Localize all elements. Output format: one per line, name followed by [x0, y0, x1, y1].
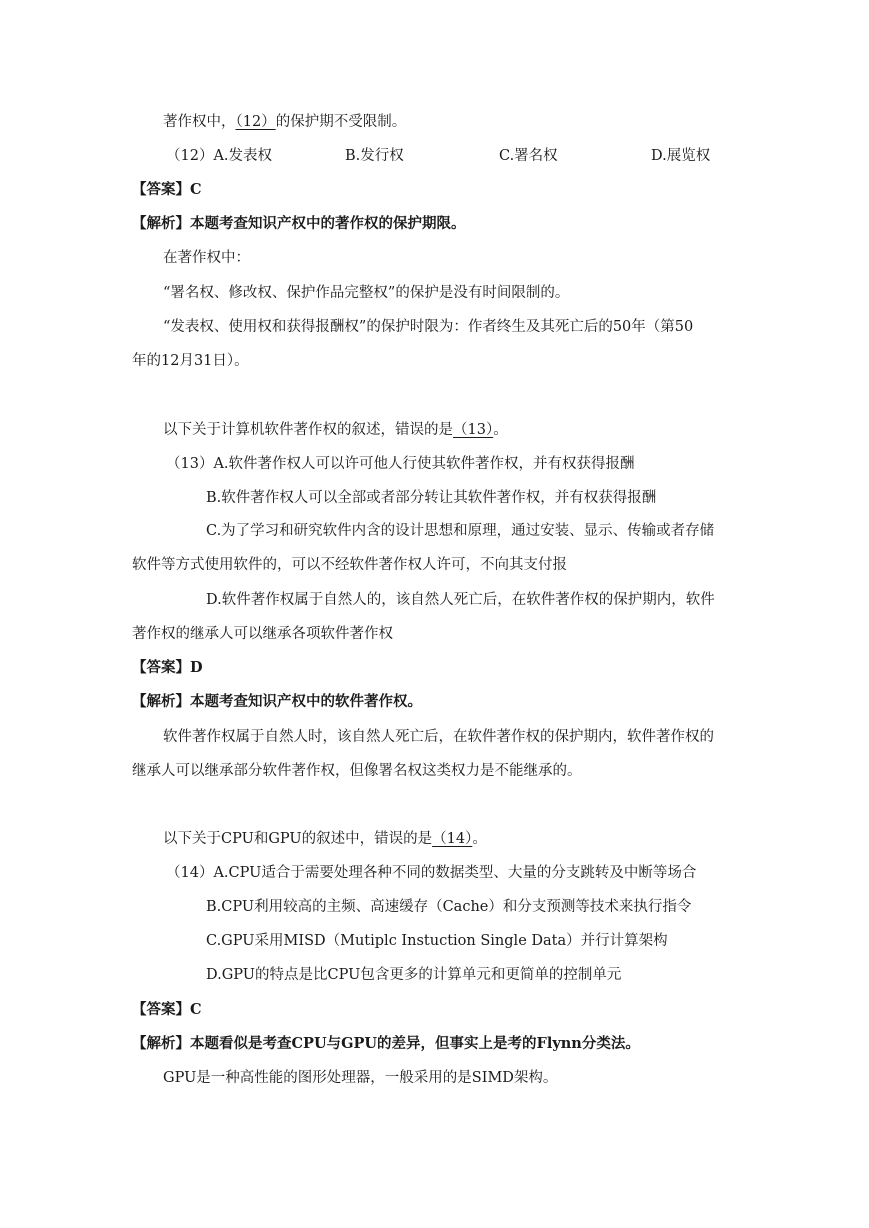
q12-option-d: D.展览权: [651, 148, 711, 164]
q14-option-a: （14）A.CPU适合于需要处理各种不同的数据类型、大量的分支跳转及中断等场合: [166, 865, 697, 881]
q14-option-b: B.CPU利用较高的主频、高速缓存（Cache）和分支预测等技术来执行指令: [206, 899, 692, 915]
q13-option-c-line-2: 软件等方式使用软件的，可以不经软件著作权人许可，不向其支付报: [132, 557, 567, 573]
q14-option-d: D.GPU的特点是比CPU包含更多的计算单元和更简单的控制单元: [206, 967, 622, 983]
q12-analysis-label: 【解析】: [132, 215, 190, 232]
q12-options: [0, 147, 869, 165]
q12-answer: 【答案】C: [132, 181, 202, 198]
q14-analysis-text: 本题看似是考查CPU与GPU的差异，但事实上是考的Flynn分类法。: [190, 1035, 640, 1052]
q12-option-b: B.发行权: [345, 148, 404, 164]
q12-line-4: 年的12月31日）。: [132, 353, 249, 369]
q12-line-1: 在著作权中：: [163, 250, 250, 266]
q13-option-a: （13）A.软件著作权人可以许可他人行使其软件著作权，并有权获得报酬: [166, 456, 635, 472]
q12-blank: （12）: [235, 114, 276, 130]
q14-answer: 【答案】C: [132, 1001, 202, 1018]
q13-line-2: 继承人可以继承部分软件著作权，但像署名权这类权力是不能继承的。: [132, 763, 582, 779]
q12-stem: [163, 113, 406, 131]
q12-analysis-text: 本题考查知识产权中的著作权的保护期限。: [190, 215, 466, 232]
q13-stem-post: 。: [493, 422, 508, 438]
q14-stem-post: 。: [472, 831, 487, 847]
q14-blank: （14）: [432, 831, 473, 847]
q14-stem-pre: 以下关于CPU和GPU的叙述中，错误的是: [163, 831, 433, 847]
q13-analysis-text: 本题考查知识产权中的软件著作权。: [190, 693, 422, 710]
q13-stem: [163, 421, 508, 439]
q12-line-2: “署名权、修改权、保护作品完整权”的保护是没有时间限制的。: [163, 285, 570, 301]
q13-line-1: 软件著作权属于自然人时，该自然人死亡后，在软件著作权的保护期内，软件著作权的: [163, 729, 714, 745]
q14-stem: [163, 830, 487, 848]
q12-stem-post: 的保护期不受限制。: [275, 114, 407, 130]
q14-analysis-label: 【解析】: [132, 1035, 190, 1052]
q12-stem-pre: 著作权中，: [163, 114, 236, 130]
q13-option-d-line-1: D.软件著作权属于自然人的，该自然人死亡后，在软件著作权的保护期内，软件: [206, 592, 715, 608]
q12-option-c: C.署名权: [499, 148, 558, 164]
q13-answer: 【答案】D: [132, 659, 203, 676]
q13-option-d-line-2: 著作权的继承人可以继承各项软件著作权: [132, 626, 393, 642]
q13-analysis: [132, 693, 422, 711]
q13-blank: （13）: [453, 422, 494, 438]
q12-line-3: “发表权、使用权和获得报酬权”的保护时限为：作者终生及其死亡后的50年（第50: [163, 319, 694, 335]
q14-line-1: GPU是一种高性能的图形处理器，一般采用的是SIMD架构。: [163, 1070, 558, 1086]
q12-option-a: （12）A.发表权: [166, 148, 273, 164]
q13-option-c-line-1: C.为了学习和研究软件内含的设计思想和原理，通过安装、显示、传输或者存储: [206, 523, 715, 539]
q13-stem-pre: 以下关于计算机软件著作权的叙述，错误的是: [163, 422, 453, 438]
q14-analysis: [132, 1035, 640, 1053]
q13-option-b: B.软件著作权人可以全部或者部分转让其软件著作权，并有权获得报酬: [206, 490, 657, 506]
q14-option-c: C.GPU采用MISD（Mutiplc Instuction Single Data）并行计算架构: [206, 933, 668, 949]
q12-analysis: [132, 215, 466, 233]
q13-analysis-label: 【解析】: [132, 693, 190, 710]
